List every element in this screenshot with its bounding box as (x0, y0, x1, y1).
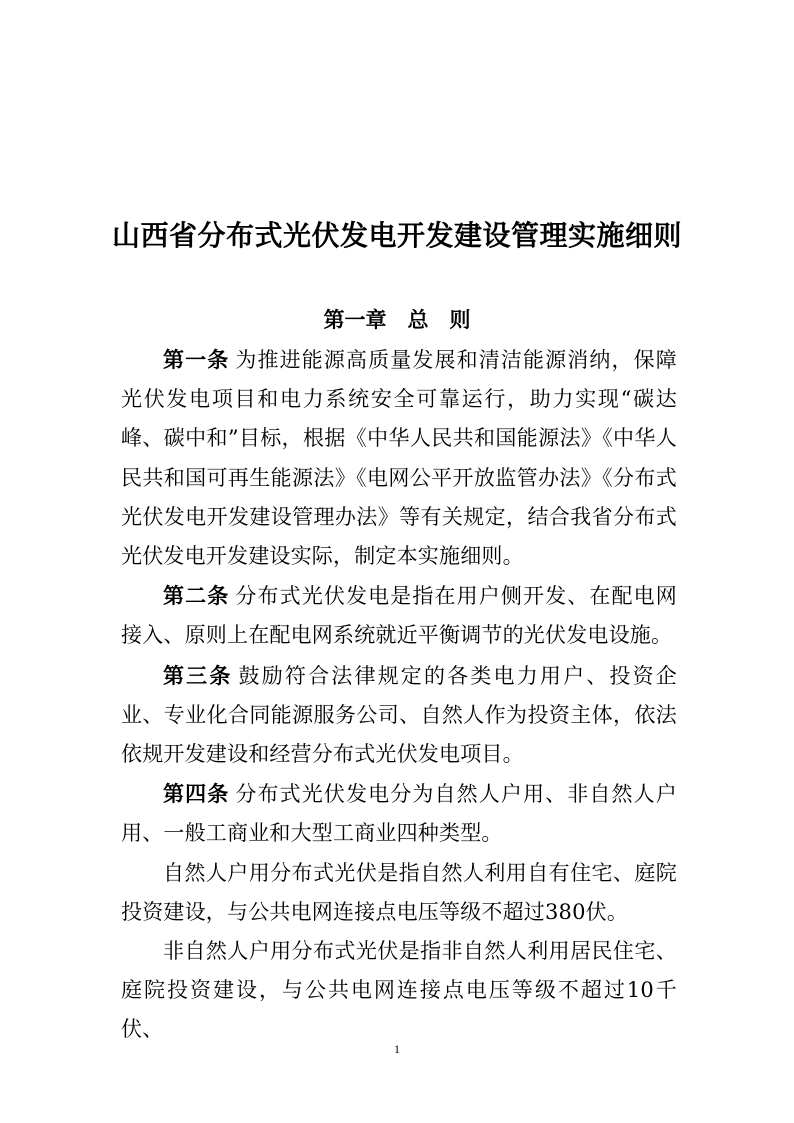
article-number: 第三条 (163, 662, 233, 688)
paragraph-article-2 (121, 576, 677, 655)
article-number: 第一条 (163, 347, 230, 372)
paragraph-article-3 (121, 656, 677, 775)
article-number: 第四条 (163, 781, 230, 807)
article-text: 分布式光伏发电分为自然人户用、非自然人户用、一般工商业和大型工商业四种类型。 (121, 782, 677, 846)
page-number: 1 (394, 1042, 400, 1056)
article-text: 分布式光伏发电是指在用户侧开发、在配电网接入、原则上在配电网系统就近平衡调节的光伏发电设施。 (121, 584, 677, 648)
article-text: 为推进能源高质量发展和清洁能源消纳，保障光伏发电项目和电力系统安全可靠运行，助力实现“碳达峰、碳中和”目标，根据《中华人民共和国能源法》《中华人民共和国可再生能源法》《电网公平开放监管办法》《分布式光伏发电开发建设管理办法》等有关规定，结合我省分布式光伏发电开发建设实际，制定本实施细则。 (121, 348, 677, 569)
chapter-heading: 第一章 总 则 (323, 307, 471, 332)
paragraph-text: 自然人户用分布式光伏是指自然人利用自有住宅、庭院投资建设，与公共电网连接点电压等级不超过380伏。 (121, 860, 677, 924)
paragraph-natural-person (121, 854, 677, 932)
article-text: 鼓励符合法律规定的各类电力用户、投资企业、专业化合同能源服务公司、自然人作为投资主体，依法依规开发建设和经营分布式光伏发电项目。 (121, 663, 677, 767)
document-title: 山西省分布式光伏发电开发建设管理实施细则 (111, 219, 682, 252)
article-number: 第二条 (163, 583, 230, 609)
paragraph-article-4 (121, 774, 677, 853)
paragraph-non-natural-person (121, 932, 677, 1050)
document-body (121, 340, 677, 1050)
paragraph-article-1 (121, 340, 677, 576)
paragraph-text: 非自然人户用分布式光伏是指非自然人利用居民住宅、庭院投资建设，与公共电网连接点电压等级不超过10千伏、 (121, 939, 677, 1042)
